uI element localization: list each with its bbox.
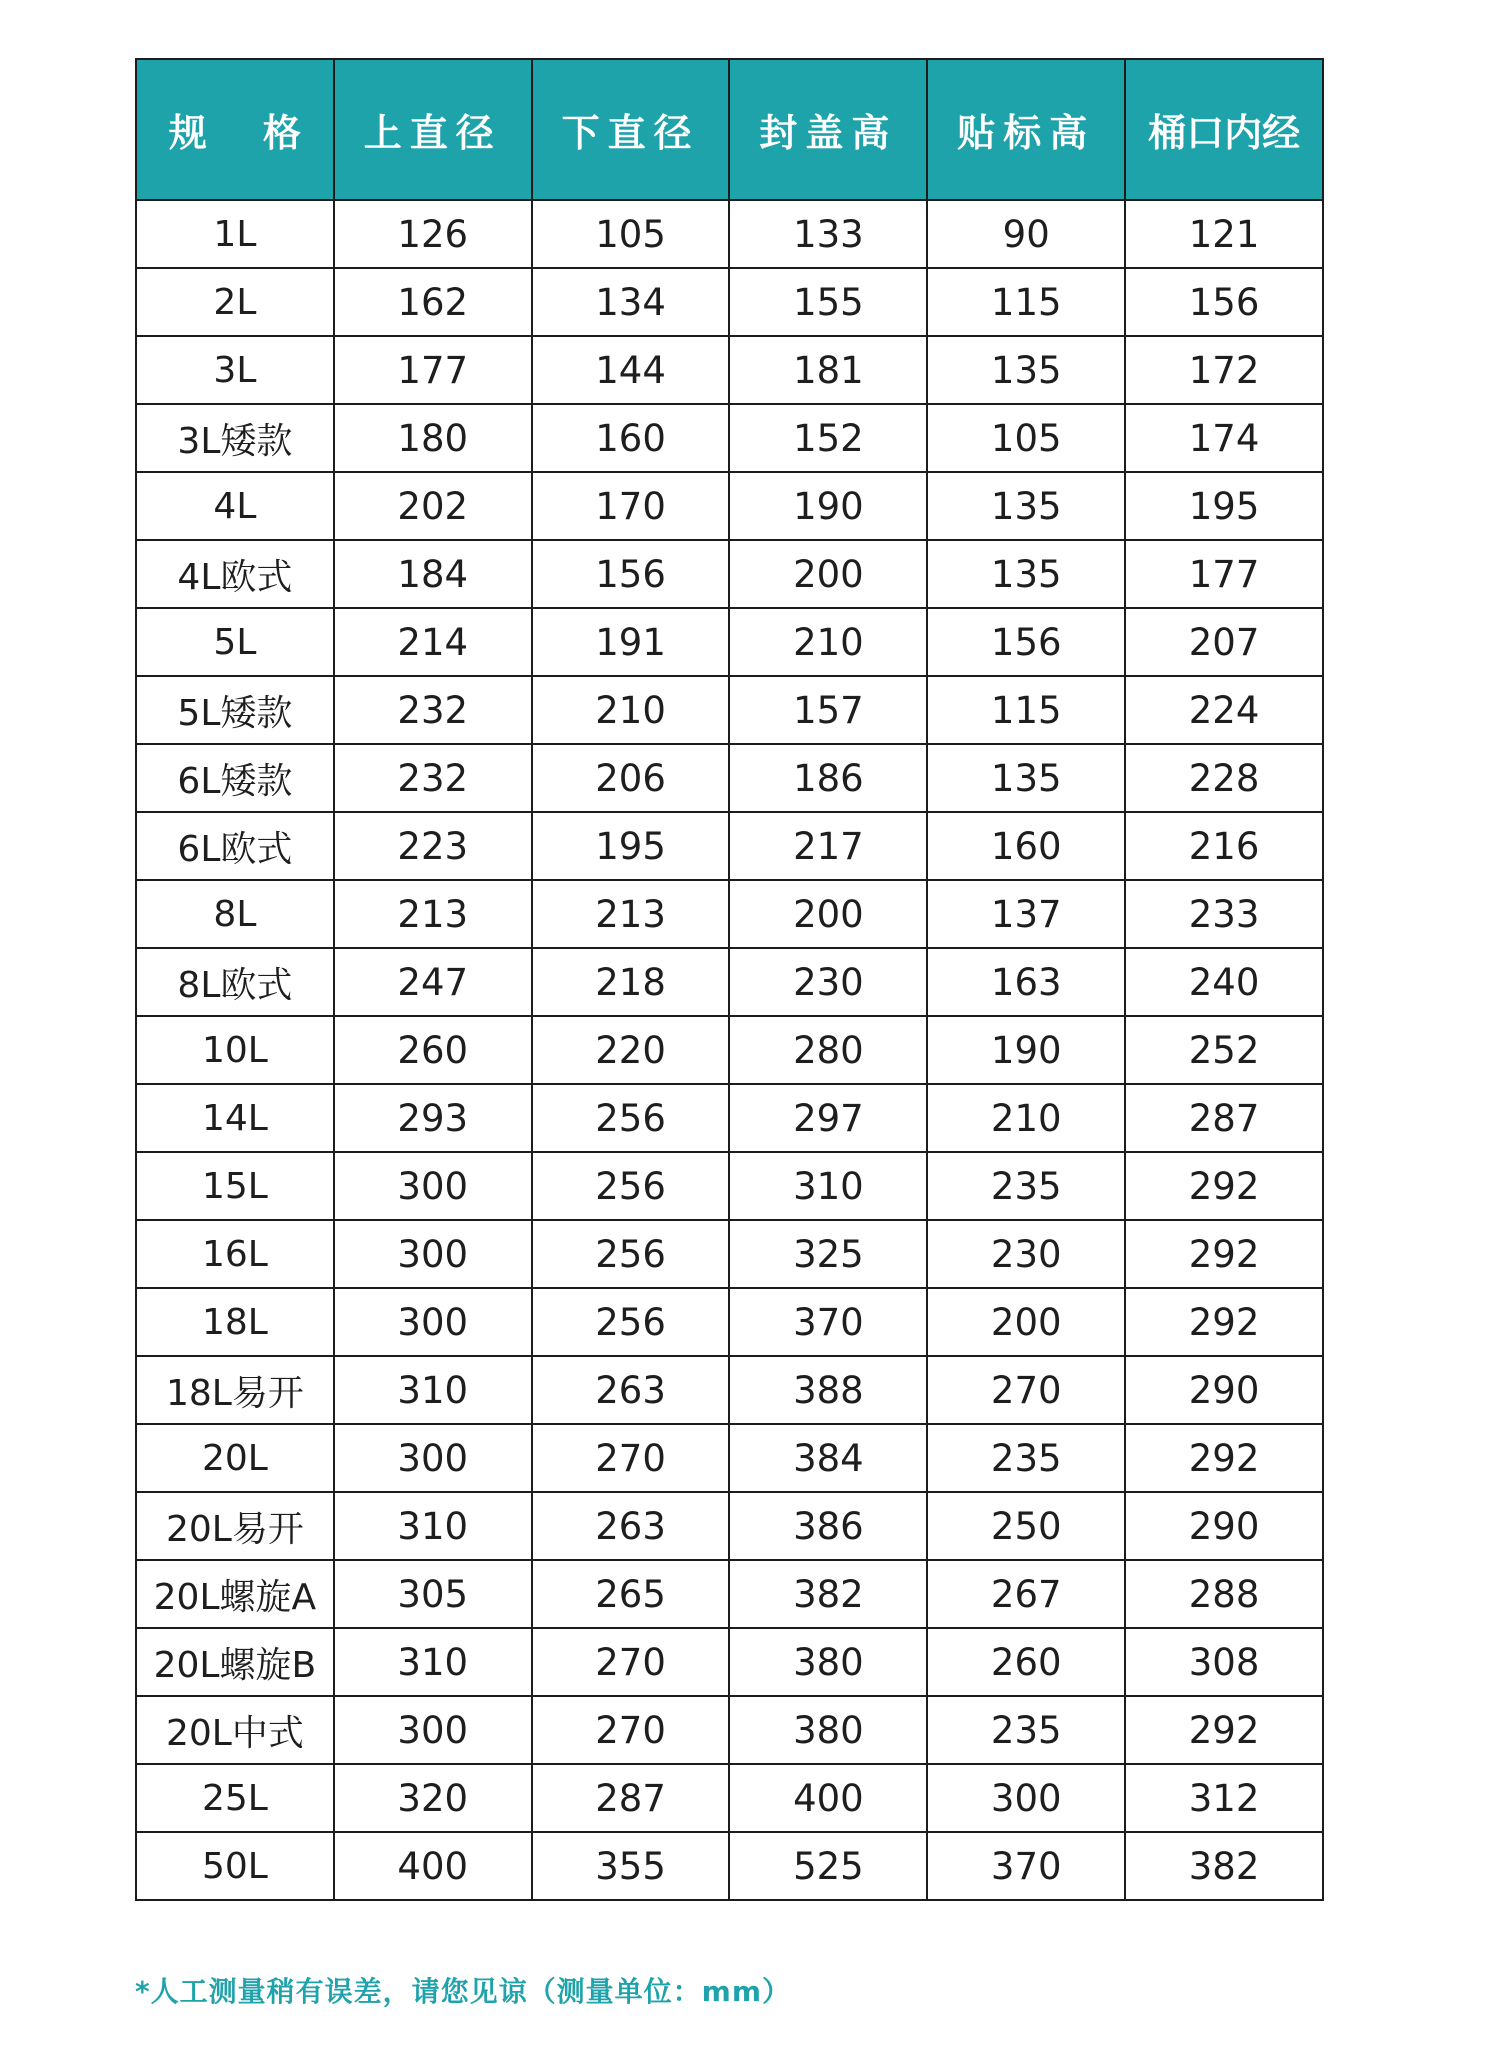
- value-cell: 382: [1125, 1832, 1323, 1900]
- value-cell: 213: [532, 880, 730, 948]
- value-cell: 134: [532, 268, 730, 336]
- header-cell: 下直径: [532, 59, 730, 200]
- header-row: [136, 59, 1323, 200]
- value-cell: 270: [927, 1356, 1125, 1424]
- value-cell: 308: [1125, 1628, 1323, 1696]
- spec-cell: 20L螺旋A: [136, 1560, 334, 1628]
- value-cell: 235: [927, 1424, 1125, 1492]
- table-row: [136, 1832, 1323, 1900]
- value-cell: 155: [729, 268, 927, 336]
- table-row: [136, 404, 1323, 472]
- value-cell: 232: [334, 676, 532, 744]
- table-row: [136, 948, 1323, 1016]
- value-cell: 388: [729, 1356, 927, 1424]
- value-cell: 156: [532, 540, 730, 608]
- value-cell: 382: [729, 1560, 927, 1628]
- spec-cell: 3L: [136, 336, 334, 404]
- value-cell: 300: [334, 1152, 532, 1220]
- value-cell: 292: [1125, 1288, 1323, 1356]
- value-cell: 270: [532, 1424, 730, 1492]
- value-cell: 288: [1125, 1560, 1323, 1628]
- value-cell: 292: [1125, 1696, 1323, 1764]
- value-cell: 292: [1125, 1152, 1323, 1220]
- value-cell: 121: [1125, 200, 1323, 268]
- value-cell: 233: [1125, 880, 1323, 948]
- value-cell: 217: [729, 812, 927, 880]
- value-cell: 126: [334, 200, 532, 268]
- spec-cell: 18L: [136, 1288, 334, 1356]
- value-cell: 252: [1125, 1016, 1323, 1084]
- table-row: [136, 1152, 1323, 1220]
- value-cell: 287: [1125, 1084, 1323, 1152]
- value-cell: 135: [927, 336, 1125, 404]
- value-cell: 370: [729, 1288, 927, 1356]
- value-cell: 210: [729, 608, 927, 676]
- value-cell: 180: [334, 404, 532, 472]
- value-cell: 144: [532, 336, 730, 404]
- spec-cell: 5L矮款: [136, 676, 334, 744]
- table-row: [136, 1424, 1323, 1492]
- header-cell: 桶口内经: [1125, 59, 1323, 200]
- value-cell: 206: [532, 744, 730, 812]
- value-cell: 256: [532, 1084, 730, 1152]
- header-cell: 贴标高: [927, 59, 1125, 200]
- value-cell: 265: [532, 1560, 730, 1628]
- value-cell: 240: [1125, 948, 1323, 1016]
- spec-cell: 2L: [136, 268, 334, 336]
- table-row: [136, 812, 1323, 880]
- spec-cell: 3L矮款: [136, 404, 334, 472]
- value-cell: 247: [334, 948, 532, 1016]
- table-row: [136, 1560, 1323, 1628]
- value-cell: 292: [1125, 1220, 1323, 1288]
- value-cell: 230: [729, 948, 927, 1016]
- table-body: [136, 200, 1323, 1900]
- value-cell: 267: [927, 1560, 1125, 1628]
- value-cell: 525: [729, 1832, 927, 1900]
- value-cell: 184: [334, 540, 532, 608]
- value-cell: 293: [334, 1084, 532, 1152]
- value-cell: 256: [532, 1288, 730, 1356]
- value-cell: 300: [334, 1424, 532, 1492]
- table-row: [136, 540, 1323, 608]
- value-cell: 163: [927, 948, 1125, 1016]
- value-cell: 190: [927, 1016, 1125, 1084]
- table-row: [136, 1492, 1323, 1560]
- value-cell: 384: [729, 1424, 927, 1492]
- spec-cell: 20L易开: [136, 1492, 334, 1560]
- value-cell: 280: [729, 1016, 927, 1084]
- table-row: [136, 1288, 1323, 1356]
- value-cell: 297: [729, 1084, 927, 1152]
- spec-cell: 8L: [136, 880, 334, 948]
- value-cell: 235: [927, 1696, 1125, 1764]
- spec-cell: 20L中式: [136, 1696, 334, 1764]
- value-cell: 172: [1125, 336, 1323, 404]
- value-cell: 152: [729, 404, 927, 472]
- value-cell: 290: [1125, 1492, 1323, 1560]
- value-cell: 300: [334, 1288, 532, 1356]
- value-cell: 220: [532, 1016, 730, 1084]
- value-cell: 195: [532, 812, 730, 880]
- spec-cell: 1L: [136, 200, 334, 268]
- value-cell: 400: [729, 1764, 927, 1832]
- value-cell: 137: [927, 880, 1125, 948]
- value-cell: 292: [1125, 1424, 1323, 1492]
- value-cell: 230: [927, 1220, 1125, 1288]
- spec-cell: 10L: [136, 1016, 334, 1084]
- spec-cell: 4L: [136, 472, 334, 540]
- spec-cell: 25L: [136, 1764, 334, 1832]
- value-cell: 235: [927, 1152, 1125, 1220]
- table-row: [136, 1220, 1323, 1288]
- value-cell: 214: [334, 608, 532, 676]
- table-row: [136, 1628, 1323, 1696]
- spec-cell: 16L: [136, 1220, 334, 1288]
- table-row: [136, 676, 1323, 744]
- table-row: [136, 880, 1323, 948]
- spec-cell: 15L: [136, 1152, 334, 1220]
- table-row: [136, 336, 1323, 404]
- value-cell: 135: [927, 744, 1125, 812]
- value-cell: 177: [1125, 540, 1323, 608]
- value-cell: 195: [1125, 472, 1323, 540]
- value-cell: 290: [1125, 1356, 1323, 1424]
- spec-cell: 50L: [136, 1832, 334, 1900]
- value-cell: 160: [927, 812, 1125, 880]
- value-cell: 310: [334, 1492, 532, 1560]
- value-cell: 157: [729, 676, 927, 744]
- value-cell: 263: [532, 1492, 730, 1560]
- table-row: [136, 608, 1323, 676]
- value-cell: 260: [927, 1628, 1125, 1696]
- value-cell: 380: [729, 1696, 927, 1764]
- header-cell: 规格: [136, 59, 334, 200]
- value-cell: 310: [729, 1152, 927, 1220]
- value-cell: 287: [532, 1764, 730, 1832]
- spec-cell: 20L螺旋B: [136, 1628, 334, 1696]
- value-cell: 156: [1125, 268, 1323, 336]
- value-cell: 174: [1125, 404, 1323, 472]
- value-cell: 370: [927, 1832, 1125, 1900]
- value-cell: 263: [532, 1356, 730, 1424]
- value-cell: 270: [532, 1696, 730, 1764]
- table-row: [136, 472, 1323, 540]
- value-cell: 160: [532, 404, 730, 472]
- value-cell: 115: [927, 268, 1125, 336]
- value-cell: 135: [927, 472, 1125, 540]
- value-cell: 210: [927, 1084, 1125, 1152]
- value-cell: 386: [729, 1492, 927, 1560]
- value-cell: 181: [729, 336, 927, 404]
- value-cell: 380: [729, 1628, 927, 1696]
- value-cell: 90: [927, 200, 1125, 268]
- value-cell: 216: [1125, 812, 1323, 880]
- spec-table: [135, 58, 1324, 1901]
- value-cell: 256: [532, 1220, 730, 1288]
- value-cell: 300: [334, 1696, 532, 1764]
- value-cell: 210: [532, 676, 730, 744]
- table-row: [136, 1084, 1323, 1152]
- value-cell: 156: [927, 608, 1125, 676]
- table-row: [136, 268, 1323, 336]
- spec-cell: 6L欧式: [136, 812, 334, 880]
- table-row: [136, 744, 1323, 812]
- value-cell: 305: [334, 1560, 532, 1628]
- value-cell: 250: [927, 1492, 1125, 1560]
- value-cell: 177: [334, 336, 532, 404]
- value-cell: 135: [927, 540, 1125, 608]
- table-row: [136, 1764, 1323, 1832]
- value-cell: 191: [532, 608, 730, 676]
- value-cell: 170: [532, 472, 730, 540]
- spec-cell: 8L欧式: [136, 948, 334, 1016]
- value-cell: 190: [729, 472, 927, 540]
- value-cell: 300: [927, 1764, 1125, 1832]
- value-cell: 200: [729, 880, 927, 948]
- table-row: [136, 1356, 1323, 1424]
- value-cell: 200: [927, 1288, 1125, 1356]
- value-cell: 200: [729, 540, 927, 608]
- header-cell: 上直径: [334, 59, 532, 200]
- value-cell: 256: [532, 1152, 730, 1220]
- value-cell: 300: [334, 1220, 532, 1288]
- spec-cell: 20L: [136, 1424, 334, 1492]
- value-cell: 228: [1125, 744, 1323, 812]
- value-cell: 400: [334, 1832, 532, 1900]
- value-cell: 105: [532, 200, 730, 268]
- table-row: [136, 200, 1323, 268]
- value-cell: 224: [1125, 676, 1323, 744]
- value-cell: 162: [334, 268, 532, 336]
- value-cell: 186: [729, 744, 927, 812]
- spec-cell: 5L: [136, 608, 334, 676]
- table-row: [136, 1016, 1323, 1084]
- value-cell: 270: [532, 1628, 730, 1696]
- value-cell: 133: [729, 200, 927, 268]
- spec-cell: 14L: [136, 1084, 334, 1152]
- value-cell: 320: [334, 1764, 532, 1832]
- value-cell: 232: [334, 744, 532, 812]
- value-cell: 310: [334, 1356, 532, 1424]
- value-cell: 202: [334, 472, 532, 540]
- value-cell: 218: [532, 948, 730, 1016]
- spec-cell: 18L易开: [136, 1356, 334, 1424]
- value-cell: 310: [334, 1628, 532, 1696]
- header-cell: 封盖高: [729, 59, 927, 200]
- table-row: [136, 1696, 1323, 1764]
- value-cell: 355: [532, 1832, 730, 1900]
- footnote: *人工测量稍有误差，请您见谅（测量单位：mm）: [135, 1975, 791, 2008]
- value-cell: 312: [1125, 1764, 1323, 1832]
- spec-cell: 6L矮款: [136, 744, 334, 812]
- value-cell: 260: [334, 1016, 532, 1084]
- value-cell: 207: [1125, 608, 1323, 676]
- value-cell: 223: [334, 812, 532, 880]
- value-cell: 213: [334, 880, 532, 948]
- spec-cell: 4L欧式: [136, 540, 334, 608]
- value-cell: 115: [927, 676, 1125, 744]
- value-cell: 105: [927, 404, 1125, 472]
- value-cell: 325: [729, 1220, 927, 1288]
